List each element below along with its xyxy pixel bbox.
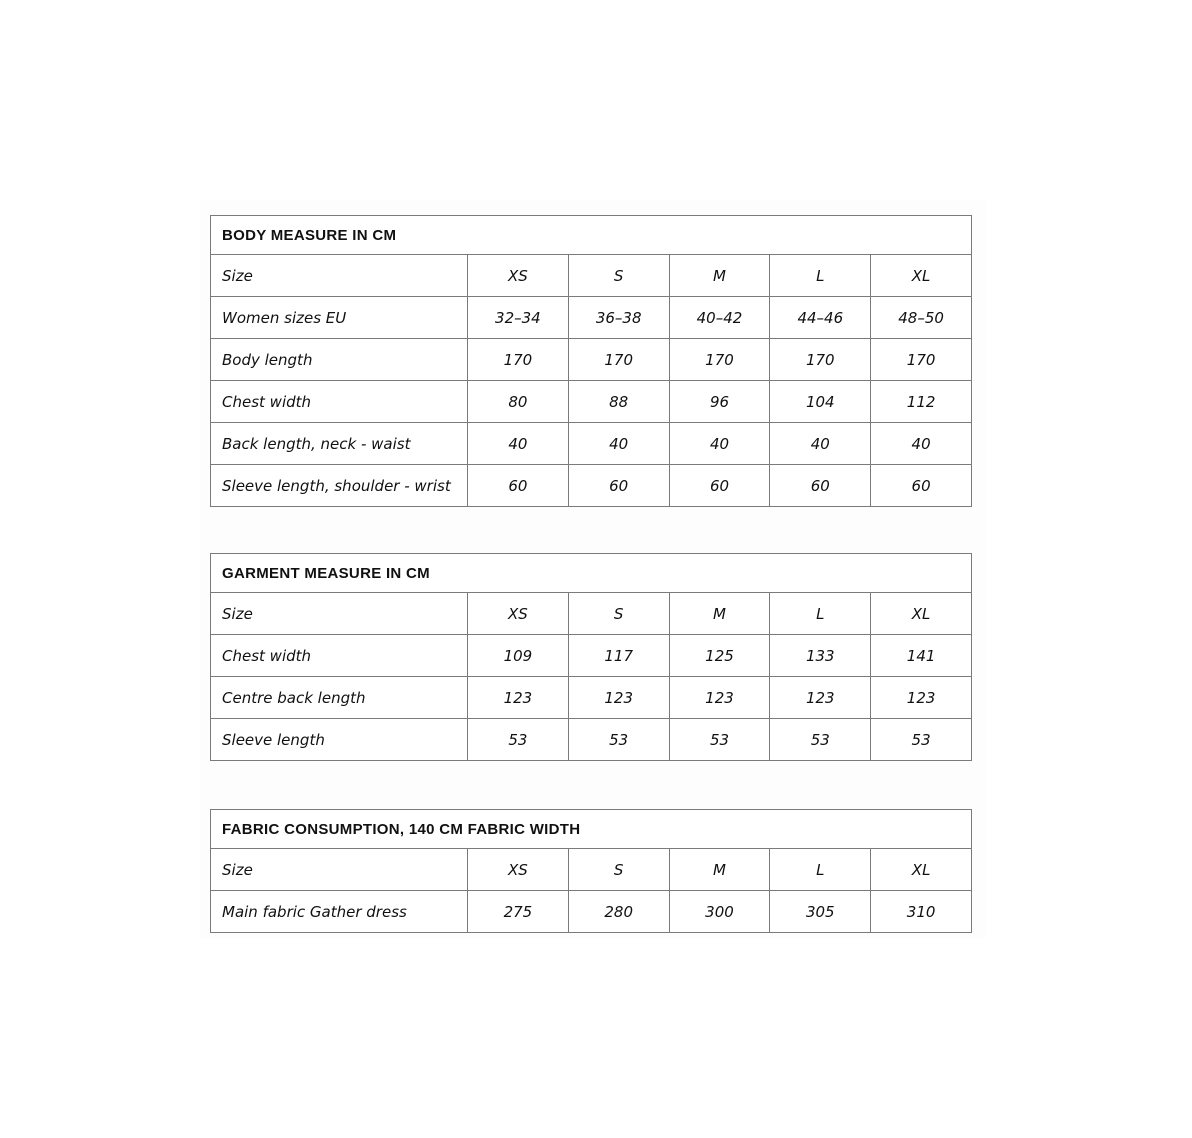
- value-cell: 125: [669, 635, 770, 677]
- value-cell: 53: [669, 719, 770, 761]
- value-cell: 96: [669, 381, 770, 423]
- value-cell: 170: [871, 339, 972, 381]
- row-label: Sleeve length, shoulder - wrist: [211, 465, 468, 507]
- value-cell: 123: [770, 677, 871, 719]
- row-label: Main fabric Gather dress: [211, 891, 468, 933]
- row-label: Chest width: [211, 635, 468, 677]
- value-cell: 53: [568, 719, 669, 761]
- value-cell: 170: [468, 339, 569, 381]
- size-header-cell: XS: [468, 255, 569, 297]
- value-cell: 48–50: [871, 297, 972, 339]
- size-header-cell: S: [568, 849, 669, 891]
- table-row: [211, 677, 972, 719]
- value-cell: 44–46: [770, 297, 871, 339]
- row-label: Sleeve length: [211, 719, 468, 761]
- size-header-row: [211, 849, 972, 891]
- value-cell: 170: [568, 339, 669, 381]
- row-label: Women sizes EU: [211, 297, 468, 339]
- size-header-cell: L: [770, 255, 871, 297]
- value-cell: 60: [568, 465, 669, 507]
- size-header-cell: M: [669, 593, 770, 635]
- table-row: [211, 339, 972, 381]
- garment-measure-table: [210, 553, 972, 761]
- table-title-row: [211, 810, 972, 849]
- table-row: [211, 465, 972, 507]
- value-cell: 53: [468, 719, 569, 761]
- value-cell: 123: [871, 677, 972, 719]
- size-header-cell: M: [669, 255, 770, 297]
- size-header-cell: S: [568, 255, 669, 297]
- value-cell: 123: [468, 677, 569, 719]
- value-cell: 104: [770, 381, 871, 423]
- value-cell: 170: [669, 339, 770, 381]
- value-cell: 40: [871, 423, 972, 465]
- value-cell: 117: [568, 635, 669, 677]
- value-cell: 60: [871, 465, 972, 507]
- size-header-cell: L: [770, 849, 871, 891]
- value-cell: 300: [669, 891, 770, 933]
- value-cell: 170: [770, 339, 871, 381]
- value-cell: 305: [770, 891, 871, 933]
- value-cell: 141: [871, 635, 972, 677]
- table-title: BODY MEASURE IN CM: [211, 216, 972, 255]
- fabric-consumption-table: [210, 809, 972, 933]
- table-title: GARMENT MEASURE IN CM: [211, 554, 972, 593]
- size-header-cell: S: [568, 593, 669, 635]
- value-cell: 109: [468, 635, 569, 677]
- table-row: [211, 635, 972, 677]
- value-cell: 36–38: [568, 297, 669, 339]
- size-header-cell: L: [770, 593, 871, 635]
- row-label: Size: [211, 849, 468, 891]
- value-cell: 123: [568, 677, 669, 719]
- size-header-cell: XL: [871, 255, 972, 297]
- table-row: [211, 423, 972, 465]
- table-title: FABRIC CONSUMPTION, 140 CM FABRIC WIDTH: [211, 810, 972, 849]
- row-label: Chest width: [211, 381, 468, 423]
- value-cell: 60: [669, 465, 770, 507]
- table-row: [211, 297, 972, 339]
- table-row: [211, 381, 972, 423]
- table-row: [211, 719, 972, 761]
- value-cell: 40: [468, 423, 569, 465]
- value-cell: 310: [871, 891, 972, 933]
- size-header-row: [211, 255, 972, 297]
- value-cell: 53: [770, 719, 871, 761]
- value-cell: 40: [669, 423, 770, 465]
- value-cell: 123: [669, 677, 770, 719]
- value-cell: 112: [871, 381, 972, 423]
- value-cell: 275: [468, 891, 569, 933]
- row-label: Size: [211, 593, 468, 635]
- size-header-cell: XL: [871, 593, 972, 635]
- table-title-row: [211, 216, 972, 255]
- size-header-cell: XS: [468, 849, 569, 891]
- value-cell: 88: [568, 381, 669, 423]
- value-cell: 133: [770, 635, 871, 677]
- row-label: Size: [211, 255, 468, 297]
- value-cell: 53: [871, 719, 972, 761]
- size-header-cell: XL: [871, 849, 972, 891]
- body-measure-table: [210, 215, 972, 507]
- size-header-cell: XS: [468, 593, 569, 635]
- size-header-cell: M: [669, 849, 770, 891]
- value-cell: 80: [468, 381, 569, 423]
- value-cell: 40–42: [669, 297, 770, 339]
- row-label: Centre back length: [211, 677, 468, 719]
- value-cell: 40: [568, 423, 669, 465]
- value-cell: 32–34: [468, 297, 569, 339]
- row-label: Body length: [211, 339, 468, 381]
- value-cell: 40: [770, 423, 871, 465]
- value-cell: 280: [568, 891, 669, 933]
- row-label: Back length, neck - waist: [211, 423, 468, 465]
- table-title-row: [211, 554, 972, 593]
- value-cell: 60: [468, 465, 569, 507]
- table-row: [211, 891, 972, 933]
- size-header-row: [211, 593, 972, 635]
- value-cell: 60: [770, 465, 871, 507]
